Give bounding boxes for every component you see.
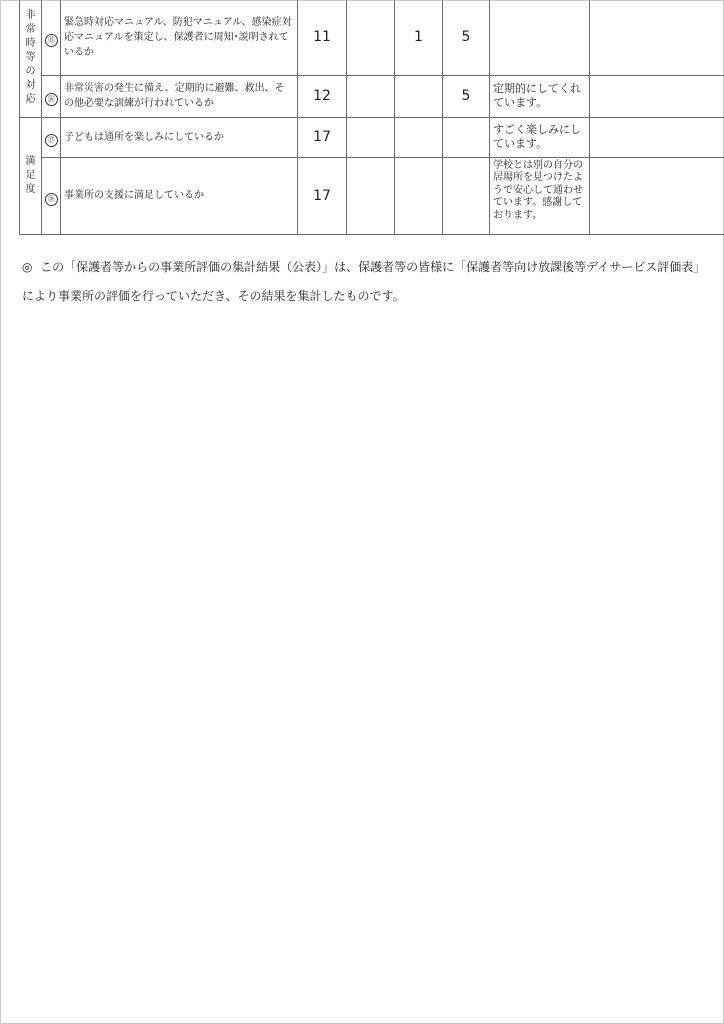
item-number: ⑯ xyxy=(42,75,61,117)
item-number: ⑱ xyxy=(42,157,61,234)
answer-value xyxy=(395,75,443,117)
category-cell: 満足度 xyxy=(20,117,42,234)
comment-cell: すごく楽しみにしています。 xyxy=(490,117,590,157)
answer-value xyxy=(443,157,490,234)
question-cell: 事業所の支援に満足しているか xyxy=(61,157,298,234)
answer-value xyxy=(347,75,395,117)
footnote-text: この「保護者等からの事業所評価の集計結果（公表）」は、保護者等の皆様に「保護者等向け放課後等デイサービス評価表」により事業所の評価を行っていただき、その結果を集計したものです。 xyxy=(22,260,700,303)
table-row xyxy=(20,157,724,234)
response-count: 11 xyxy=(298,0,347,75)
response-count: 17 xyxy=(298,117,347,157)
footnote xyxy=(22,253,702,311)
comment-cell: 学校とは別の自分の居場所を見つけたようで安心して通わせています。感謝しております。 xyxy=(490,157,590,234)
question-cell: 子どもは通所を楽しみにしているか xyxy=(61,117,298,157)
response-count: 17 xyxy=(298,157,347,234)
answer-value: 5 xyxy=(443,0,490,75)
answer-value: 5 xyxy=(443,75,490,117)
table-row xyxy=(20,117,724,157)
category-cell: 非常時等の対応 xyxy=(20,0,42,117)
table-row xyxy=(20,0,724,75)
extra-cell xyxy=(590,117,724,157)
comment-cell xyxy=(490,0,590,75)
double-circle-icon: ◎ xyxy=(22,260,33,274)
answer-value xyxy=(395,117,443,157)
answer-value: 1 xyxy=(395,0,443,75)
evaluation-table xyxy=(19,0,724,235)
answer-value xyxy=(347,117,395,157)
answer-value xyxy=(347,0,395,75)
answer-value xyxy=(443,117,490,157)
item-number: ⑮ xyxy=(42,0,61,75)
extra-cell xyxy=(590,75,724,117)
answer-value xyxy=(347,157,395,234)
extra-cell xyxy=(590,157,724,234)
comment-cell: 定期的にしてくれています。 xyxy=(490,75,590,117)
answer-value xyxy=(395,157,443,234)
question-cell: 非常災害の発生に備え、定期的に避難、救出、その他必要な訓練が行われているか xyxy=(61,75,298,117)
response-count: 12 xyxy=(298,75,347,117)
item-number: ⑰ xyxy=(42,117,61,157)
table-row xyxy=(20,75,724,117)
question-cell: 緊急時対応マニュアル、防犯マニュアル、感染症対応マニュアルを策定し、保護者に周知･説明されているか xyxy=(61,0,298,75)
extra-cell xyxy=(590,0,724,75)
